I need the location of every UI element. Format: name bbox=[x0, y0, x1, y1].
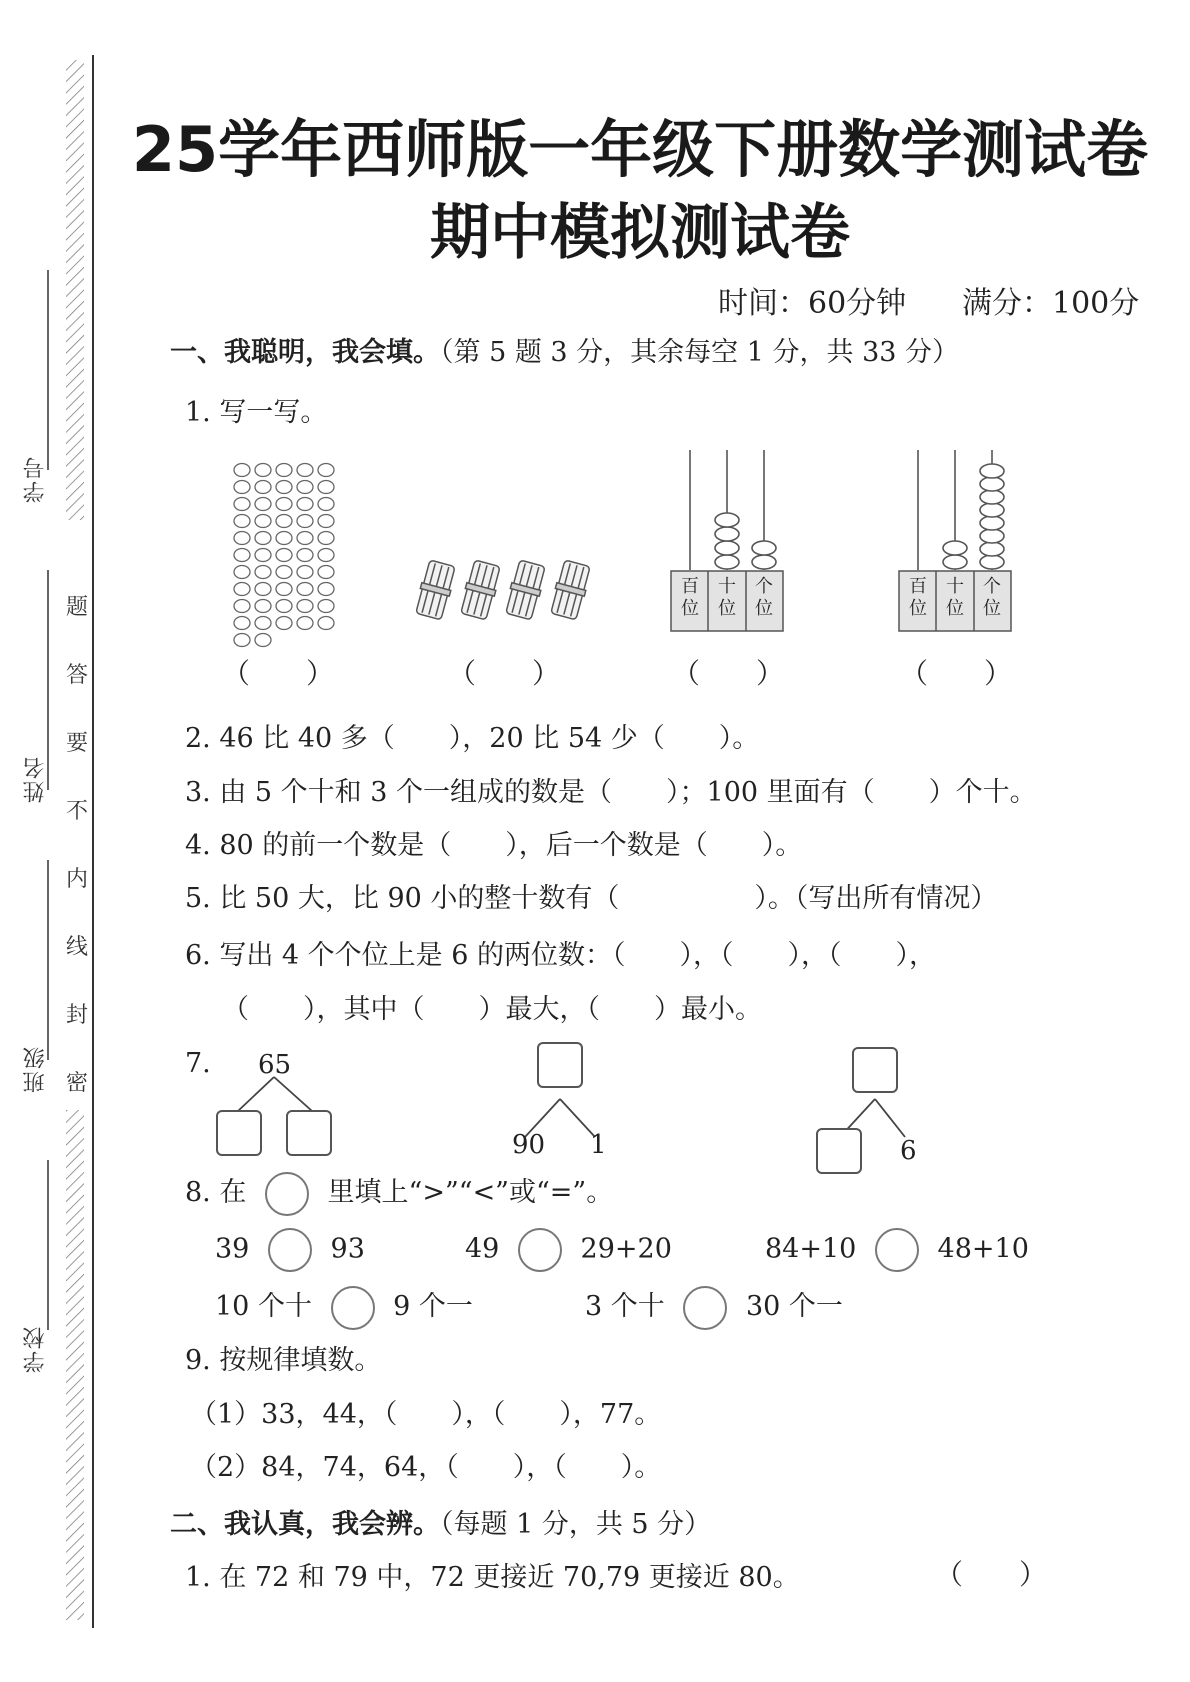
counting-object bbox=[234, 549, 250, 562]
counting-object bbox=[276, 583, 292, 596]
counting-object bbox=[255, 481, 271, 494]
compare-circle[interactable] bbox=[268, 1228, 312, 1272]
counting-object bbox=[318, 532, 334, 545]
counting-object bbox=[297, 583, 313, 596]
section1-note: （第 5 题 3 分，其余每空 1 分，共 33 分） bbox=[440, 337, 960, 368]
abacus-1 bbox=[670, 450, 785, 635]
counting-object bbox=[276, 617, 292, 630]
seal-char: 封 bbox=[66, 1003, 89, 1028]
counting-dots-icon bbox=[230, 460, 350, 650]
seal-char: 线 bbox=[66, 935, 89, 960]
section2-note: （每题 1 分，共 5 分） bbox=[440, 1509, 712, 1540]
tree1-right-box[interactable] bbox=[286, 1110, 332, 1156]
counting-object bbox=[318, 549, 334, 562]
counting-object bbox=[318, 498, 334, 511]
compare-item-1 bbox=[215, 1228, 365, 1272]
counting-object bbox=[234, 515, 250, 528]
q5: 5. 比 50 大，比 90 小的整十数有（ ）。（写出所有情况） bbox=[185, 883, 998, 914]
compare-circle[interactable] bbox=[518, 1228, 562, 1272]
margin-label-student-id: 学号 bbox=[23, 455, 48, 503]
q6-line2: （ ），其中（ ）最大，（ ）最小。 bbox=[222, 994, 762, 1025]
counting-object bbox=[276, 566, 292, 579]
counting-object bbox=[255, 600, 271, 613]
tree3-right: 6 bbox=[900, 1136, 917, 1166]
compare-right: 30 个一 bbox=[745, 1291, 843, 1322]
seal-char: 内 bbox=[66, 867, 89, 892]
section1-header bbox=[170, 330, 959, 369]
compare-left: 84+10 bbox=[765, 1233, 857, 1265]
q9-part2: （2）84，74，64，（ ），（ ）。 bbox=[190, 1452, 662, 1483]
judge-1: 1. 在 72 和 79 中，72 更接近 70,79 更接近 80。 bbox=[185, 1562, 800, 1593]
counting-object bbox=[318, 583, 334, 596]
counting-object bbox=[234, 583, 250, 596]
section2-title: 二、我认真，我会辨。 bbox=[170, 1509, 440, 1540]
q1-blank-4[interactable]: （ ） bbox=[900, 657, 1013, 690]
counting-object bbox=[234, 498, 250, 511]
seal-char: 题 bbox=[66, 595, 89, 620]
counting-object bbox=[318, 464, 334, 477]
seal-char: 不 bbox=[66, 799, 89, 824]
seal-char: 要 bbox=[66, 731, 89, 756]
compare-item-5 bbox=[585, 1284, 843, 1330]
compare-right: 29+20 bbox=[580, 1233, 672, 1265]
q7-label: 7. bbox=[185, 1048, 211, 1079]
q1-blank-3[interactable]: （ ） bbox=[672, 657, 785, 690]
counting-object bbox=[276, 549, 292, 562]
compare-item-3 bbox=[765, 1228, 1029, 1272]
counting-object bbox=[318, 617, 334, 630]
counting-object bbox=[297, 532, 313, 545]
abacus-hundreds-label: 百位 bbox=[681, 576, 699, 619]
counting-object bbox=[234, 532, 250, 545]
counting-object bbox=[255, 532, 271, 545]
abacus-hundreds-label: 百位 bbox=[909, 576, 927, 619]
compare-right: 48+10 bbox=[937, 1233, 1029, 1265]
compare-item-4 bbox=[215, 1284, 473, 1330]
section1-title: 一、我聪明，我会填。 bbox=[170, 337, 440, 368]
section2-header bbox=[170, 1502, 711, 1541]
compare-left: 49 bbox=[465, 1233, 500, 1265]
compare-circle[interactable] bbox=[683, 1286, 727, 1330]
tree3-top-box[interactable] bbox=[852, 1047, 898, 1093]
q3: 3. 由 5 个十和 3 个一组成的数是（ ）；100 里面有（ ）个十。 bbox=[185, 777, 1037, 808]
counting-object bbox=[255, 498, 271, 511]
margin-label-school: 学校 bbox=[23, 1325, 48, 1373]
counting-object bbox=[276, 464, 292, 477]
seal-char: 答 bbox=[66, 663, 89, 688]
tree2-top-box[interactable] bbox=[537, 1042, 583, 1088]
q1-label: 1. 写一写。 bbox=[185, 397, 328, 428]
q6-line1: 6. 写出 4 个个位上是 6 的两位数：（ ），（ ），（ ）， bbox=[185, 940, 937, 971]
q1-blank-1[interactable]: （ ） bbox=[222, 657, 335, 690]
q4: 4. 80 的前一个数是（ ），后一个数是（ ）。 bbox=[185, 830, 803, 861]
score-info: 满分：100分 bbox=[962, 286, 1140, 321]
margin-label-name: 姓名 bbox=[23, 755, 48, 803]
counting-object bbox=[297, 515, 313, 528]
compare-right: 93 bbox=[330, 1233, 365, 1265]
counting-object bbox=[318, 600, 334, 613]
counting-object bbox=[318, 481, 334, 494]
counting-object bbox=[297, 566, 313, 579]
counting-object bbox=[234, 481, 250, 494]
counting-object bbox=[297, 549, 313, 562]
abacus-tens-label: 十位 bbox=[718, 576, 736, 619]
counting-object bbox=[297, 617, 313, 630]
counting-object bbox=[276, 532, 292, 545]
counting-object bbox=[234, 566, 250, 579]
abacus-2 bbox=[898, 450, 1013, 635]
q9-part1: （1）33，44，（ ），（ ），77。 bbox=[190, 1399, 662, 1430]
margin-label-class: 班级 bbox=[23, 1045, 48, 1093]
compare-left: 39 bbox=[215, 1233, 250, 1265]
counting-object bbox=[255, 566, 271, 579]
tree2-right: 1 bbox=[590, 1130, 607, 1160]
counting-object bbox=[276, 600, 292, 613]
q1-blank-2[interactable]: （ ） bbox=[448, 657, 561, 690]
compare-circle[interactable] bbox=[875, 1228, 919, 1272]
tree2-left: 90 bbox=[512, 1130, 546, 1160]
tree1-left-box[interactable] bbox=[216, 1110, 262, 1156]
compare-left: 10 个十 bbox=[215, 1291, 312, 1322]
abacus-ones-label: 个位 bbox=[983, 576, 1001, 619]
counting-object bbox=[255, 464, 271, 477]
counting-object bbox=[318, 515, 334, 528]
counting-object bbox=[276, 515, 292, 528]
counting-object bbox=[318, 566, 334, 579]
counting-object bbox=[276, 481, 292, 494]
page-title: 25学年西师版一年级下册数学测试卷 bbox=[131, 113, 1149, 186]
counting-object bbox=[234, 617, 250, 630]
time-info: 时间：60分钟 bbox=[718, 286, 907, 321]
counting-object bbox=[297, 600, 313, 613]
tree3-left-box[interactable] bbox=[816, 1128, 862, 1174]
counting-object bbox=[255, 634, 271, 647]
q8-label-a: 8. 在 bbox=[185, 1177, 247, 1208]
counting-object bbox=[255, 617, 271, 630]
q9-label: 9. 按规律填数。 bbox=[185, 1345, 382, 1376]
q8-instruction bbox=[185, 1170, 613, 1216]
counting-object bbox=[297, 464, 313, 477]
counting-object bbox=[255, 549, 271, 562]
q8-label-b: 里填上“>”“<”或“=”。 bbox=[327, 1177, 614, 1208]
compare-item-2 bbox=[465, 1228, 672, 1272]
counting-object bbox=[234, 600, 250, 613]
q2: 2. 46 比 40 多（ ），20 比 54 少（ ）。 bbox=[185, 723, 760, 754]
compare-circle-example bbox=[265, 1172, 309, 1216]
counting-object bbox=[255, 583, 271, 596]
counting-object bbox=[255, 515, 271, 528]
counting-object bbox=[297, 498, 313, 511]
counting-object bbox=[276, 498, 292, 511]
abacus-tens-label: 十位 bbox=[946, 576, 964, 619]
compare-circle[interactable] bbox=[331, 1286, 375, 1330]
compare-right: 9 个一 bbox=[393, 1291, 473, 1322]
counting-object bbox=[234, 464, 250, 477]
tree1-top: 65 bbox=[258, 1050, 292, 1080]
seal-char: 密 bbox=[66, 1071, 89, 1096]
compare-left: 3 个十 bbox=[585, 1291, 665, 1322]
stick-bundles-icon bbox=[410, 550, 600, 630]
counting-object bbox=[234, 634, 250, 647]
page-subtitle: 期中模拟测试卷 bbox=[430, 198, 850, 268]
abacus-ones-label: 个位 bbox=[755, 576, 773, 619]
counting-object bbox=[297, 481, 313, 494]
judge-1-blank[interactable]: （ ） bbox=[935, 1558, 1048, 1591]
